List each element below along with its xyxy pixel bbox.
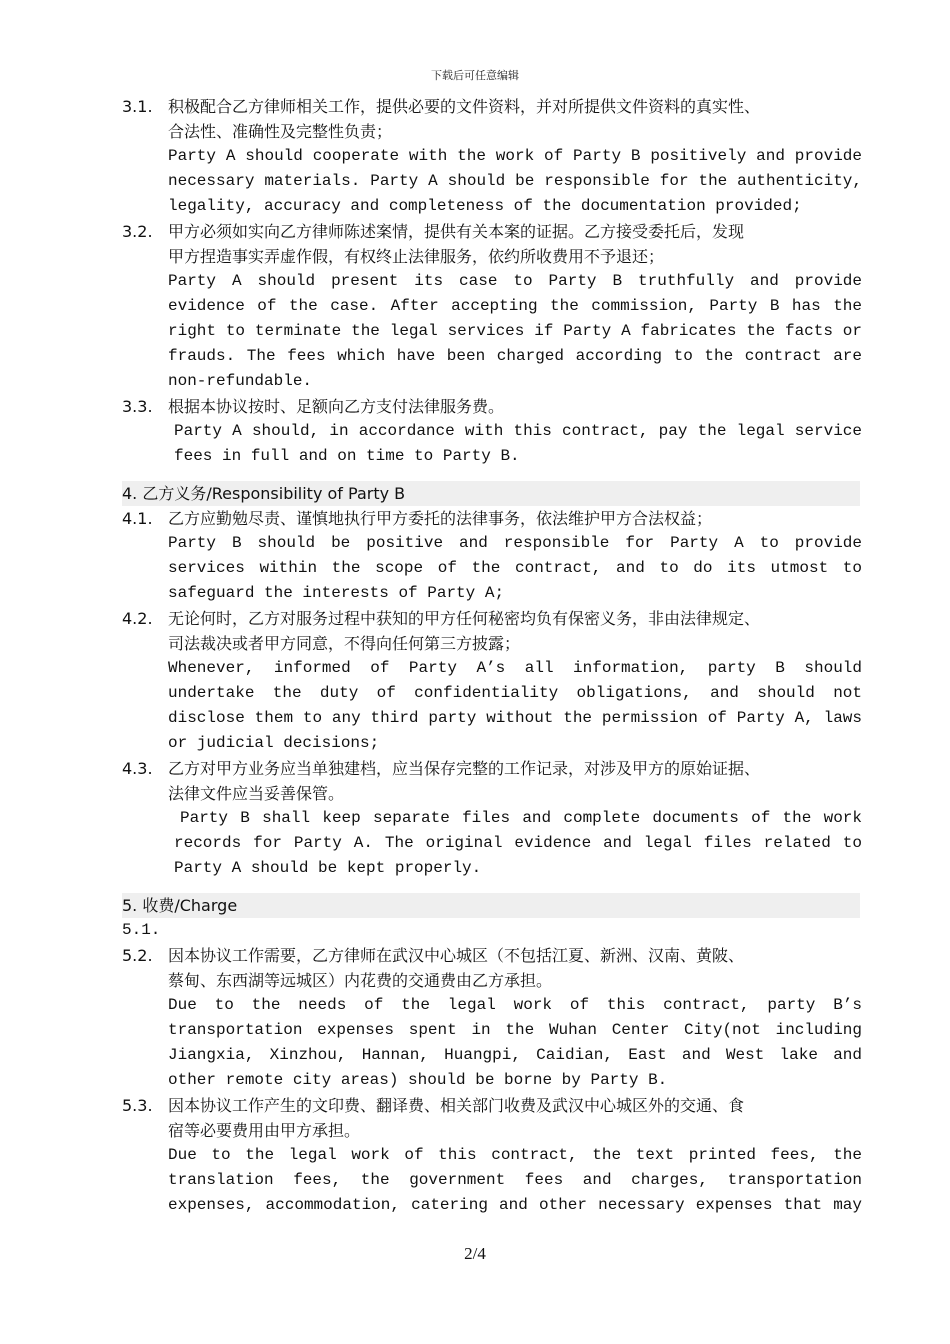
- clause-text-cn: 甲方捏造事实弄虚作假，有权终止法律服务，依约所收费用不予退还；: [168, 247, 665, 266]
- clause-number: 3.2.: [122, 222, 153, 241]
- clause-5-3: [122, 1093, 862, 1218]
- clause-text-cn: 因本协议工作需要，乙方律师在武汉中心城区（不包括江夏、新洲、汉南、黄陂、: [168, 946, 745, 965]
- clause-text-en: disclose them to any third party without the permission of Party A, laws: [168, 709, 862, 727]
- clause-text-en: Party A should present its case to Party B truthfully and provide: [168, 272, 862, 290]
- clause-text-cn: 合法性、准确性及完整性负责；: [168, 122, 393, 141]
- clause-text-en: Party B shall keep separate files and complete documents of the work: [180, 809, 862, 827]
- clause-4-2: [122, 606, 862, 756]
- clause-text-cn: 宿等必要费用由甲方承担。: [168, 1121, 361, 1140]
- clause-text-cn: 因本协议工作产生的文印费、翻译费、相关部门收费及武汉中心城区外的交通、食: [168, 1096, 745, 1115]
- clause-text-cn: 法律文件应当妥善保管。: [168, 784, 345, 803]
- clause-text-en: Due to the legal work of this contract, the text printed fees, the: [168, 1146, 862, 1164]
- clause-number: 5.3.: [122, 1096, 153, 1115]
- clause-5-1: [122, 918, 862, 943]
- clause-text-en: frauds. The fees which have been charged according to the contract are: [168, 347, 862, 365]
- clause-text-en: fees in full and on time to Party B.: [174, 447, 520, 465]
- clause-text-en: records for Party A. The original evidence and legal files related to: [174, 834, 862, 852]
- clause-text-en: Party A should be kept properly.: [174, 859, 482, 877]
- clause-text-cn: 根据本协议按时、足额向乙方支付法律服务费。: [168, 397, 505, 416]
- section-heading-4: 4. 乙方义务/Responsibility of Party B: [122, 481, 860, 506]
- clause-number: 4.3.: [122, 759, 153, 778]
- clause-text-en: necessary materials. Party A should be responsible for the authenticity,: [168, 172, 862, 190]
- clause-text-en: undertake the duty of confidentiality obligations, and should not: [168, 684, 862, 702]
- clause-text-en: transportation expenses spent in the Wuhan Center City(not including: [168, 1021, 862, 1039]
- clause-3-2: [122, 219, 862, 394]
- clause-number: 4.2.: [122, 609, 153, 628]
- clause-text-en: services within the scope of the contract, and to do its utmost to: [168, 559, 862, 577]
- clause-5-2: [122, 943, 862, 1093]
- clause-number: 4.1.: [122, 509, 153, 528]
- clause-text-en: Party B should be positive and responsible for Party A to provide: [168, 534, 862, 552]
- clause-3-1: [122, 94, 862, 219]
- clause-text-en: other remote city areas) should be borne by Party B.: [168, 1071, 668, 1089]
- clause-text-en: Jiangxia, Xinzhou, Hannan, Huangpi, Caidian, East and West lake and: [168, 1046, 862, 1064]
- page-number: 2/4: [464, 1244, 486, 1263]
- clause-text-en: Whenever, informed of Party A’s all information, party B should: [168, 659, 862, 677]
- clause-text-cn: 乙方应勤勉尽责、谨慎地执行甲方委托的法律事务，依法维护甲方合法权益；: [168, 509, 713, 528]
- section-heading-5: 5. 收费/Charge: [122, 893, 860, 918]
- clause-text-en: translation fees, the government fees and charges, transportation: [168, 1171, 862, 1189]
- clause-text-en: legality, accuracy and completeness of the documentation provided;: [168, 197, 802, 215]
- clause-text-cn: 积极配合乙方律师相关工作，提供必要的文件资料，并对所提供文件资料的真实性、: [168, 97, 761, 116]
- clause-text-cn: 蔡甸、东西湖等远城区）内花费的交通费由乙方承担。: [168, 971, 553, 990]
- clause-text-en: Due to the needs of the legal work of this contract, party B’s: [168, 996, 862, 1014]
- clause-text-en: non-refundable.: [168, 372, 313, 390]
- clause-text-en: evidence of the case. After accepting the commission, Party B has the: [168, 297, 862, 315]
- clause-text-cn: 乙方对甲方业务应当单独建档，应当保存完整的工作记录，对涉及甲方的原始证据、: [168, 759, 761, 778]
- document-body: [122, 94, 862, 1218]
- page-header: 下载后可任意编辑: [431, 69, 519, 82]
- clause-text-en: expenses, accommodation, catering and other necessary expenses that may: [168, 1196, 862, 1214]
- clause-text-en: Party A should, in accordance with this contract, pay the legal service: [174, 422, 862, 440]
- clause-number: 3.3.: [122, 397, 153, 416]
- clause-number: 5.1.: [122, 921, 161, 939]
- clause-text-cn: 司法裁决或者甲方同意，不得向任何第三方披露；: [168, 634, 521, 653]
- clause-number: 5.2.: [122, 946, 153, 965]
- clause-text-en: or judicial decisions;: [168, 734, 380, 752]
- clause-text-en: safeguard the interests of Party A;: [168, 584, 505, 602]
- clause-3-3: [122, 394, 862, 469]
- clause-text-cn: 无论何时，乙方对服务过程中获知的甲方任何秘密均负有保密义务，非由法律规定、: [168, 609, 761, 628]
- clause-text-en: Party A should cooperate with the work of Party B positively and provide: [168, 147, 862, 165]
- clause-text-en: right to terminate the legal services if Party A fabricates the facts or: [168, 322, 862, 340]
- clause-text-cn: 甲方必须如实向乙方律师陈述案情，提供有关本案的证据。乙方接受委托后，发现: [168, 222, 745, 241]
- clause-4-3: [122, 756, 862, 881]
- clause-4-1: [122, 506, 862, 606]
- clause-number: 3.1.: [122, 97, 153, 116]
